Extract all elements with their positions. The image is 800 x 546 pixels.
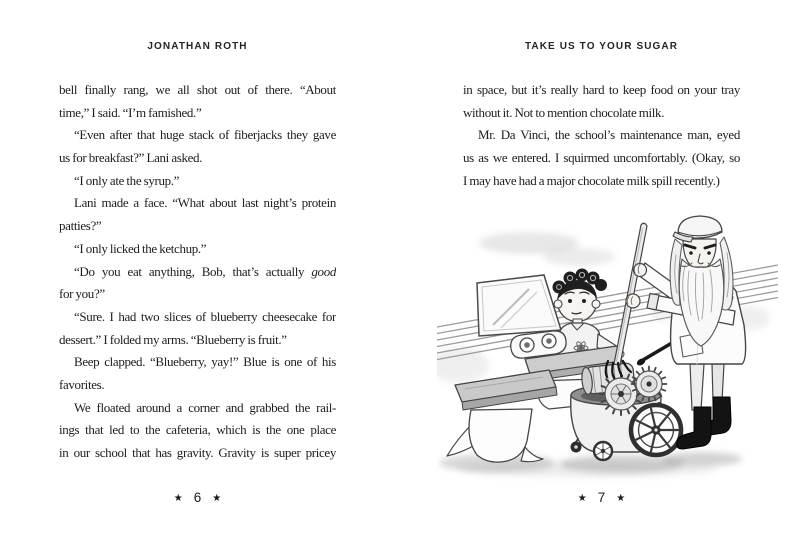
- body-text-line: in our school that has gravity. Gravity is super pricey: [59, 445, 336, 460]
- body-text-line: “Even after that huge stack of fiberjacks they gave: [74, 127, 336, 143]
- body-text-line: favorites.: [59, 376, 105, 392]
- body-text-line: Lani made a face. “What about last night’s protein: [74, 195, 336, 211]
- left-text-block: [59, 79, 336, 465]
- body-text-line: without it. Not to mention chocolate milk.: [463, 104, 665, 120]
- body-text-line: Beep clapped. “Blueberry, yay!” Blue is one of his: [74, 354, 336, 370]
- davinci-mop-illustration: [437, 213, 778, 487]
- running-head-author: JONATHAN ROTH: [147, 41, 248, 52]
- body-text-line: us for breakfast?” Lani asked.: [59, 150, 203, 166]
- page-number: 7: [597, 490, 606, 505]
- body-text-line: dessert.” I folded my arms. “Blueberry is fruit.”: [59, 331, 287, 347]
- spoked-wheel: [631, 405, 681, 455]
- body-text-line: patties?”: [59, 218, 102, 234]
- small-wheel: [594, 442, 612, 460]
- body-text-line: We floated around a corner and grabbed the rail-: [74, 399, 336, 415]
- page-number: 6: [193, 490, 202, 505]
- body-text-line: us as we entered. I squirmed uncomfortably. (Okay, so: [463, 150, 740, 166]
- body-text-line: “Sure. I had two slices of blueberry cheesecake for: [74, 308, 336, 324]
- page-right: [400, 0, 800, 546]
- body-text-line: Mr. Da Vinci, the school’s maintenance man, eyed: [478, 127, 740, 143]
- desk-front: [447, 370, 557, 462]
- cap: [678, 216, 722, 238]
- star-icon: ★: [577, 493, 587, 504]
- folio-right: [463, 489, 740, 507]
- star-icon: ★: [616, 493, 626, 504]
- body-text-line: bell finally rang, we all shot out of there. “About: [59, 82, 336, 97]
- body-text-line: ings that led to the cafeteria, which is the one place: [59, 422, 336, 438]
- spiky-gear-small: [632, 367, 667, 402]
- body-text-line: for you?”: [59, 286, 105, 302]
- body-text-line: “Do you eat anything, Bob, that’s actually good: [74, 263, 336, 279]
- window: [477, 275, 561, 336]
- star-icon: ★: [173, 493, 183, 504]
- folio-left: [59, 489, 336, 507]
- body-text-line: “I only ate the syrup.”: [74, 172, 180, 188]
- body-text-line: in space, but it’s really hard to keep food on your tray: [463, 82, 740, 97]
- running-head-title: TAKE US TO YOUR SUGAR: [524, 41, 679, 52]
- right-text-block: [463, 79, 740, 192]
- body-text-line: I may have had a major chocolate milk spill recently.): [463, 172, 720, 188]
- star-icon: ★: [212, 493, 222, 504]
- body-text-line: “I only licked the ketchup.”: [74, 240, 207, 256]
- body-text-line: time,” I said. “I’m famished.”: [59, 104, 202, 120]
